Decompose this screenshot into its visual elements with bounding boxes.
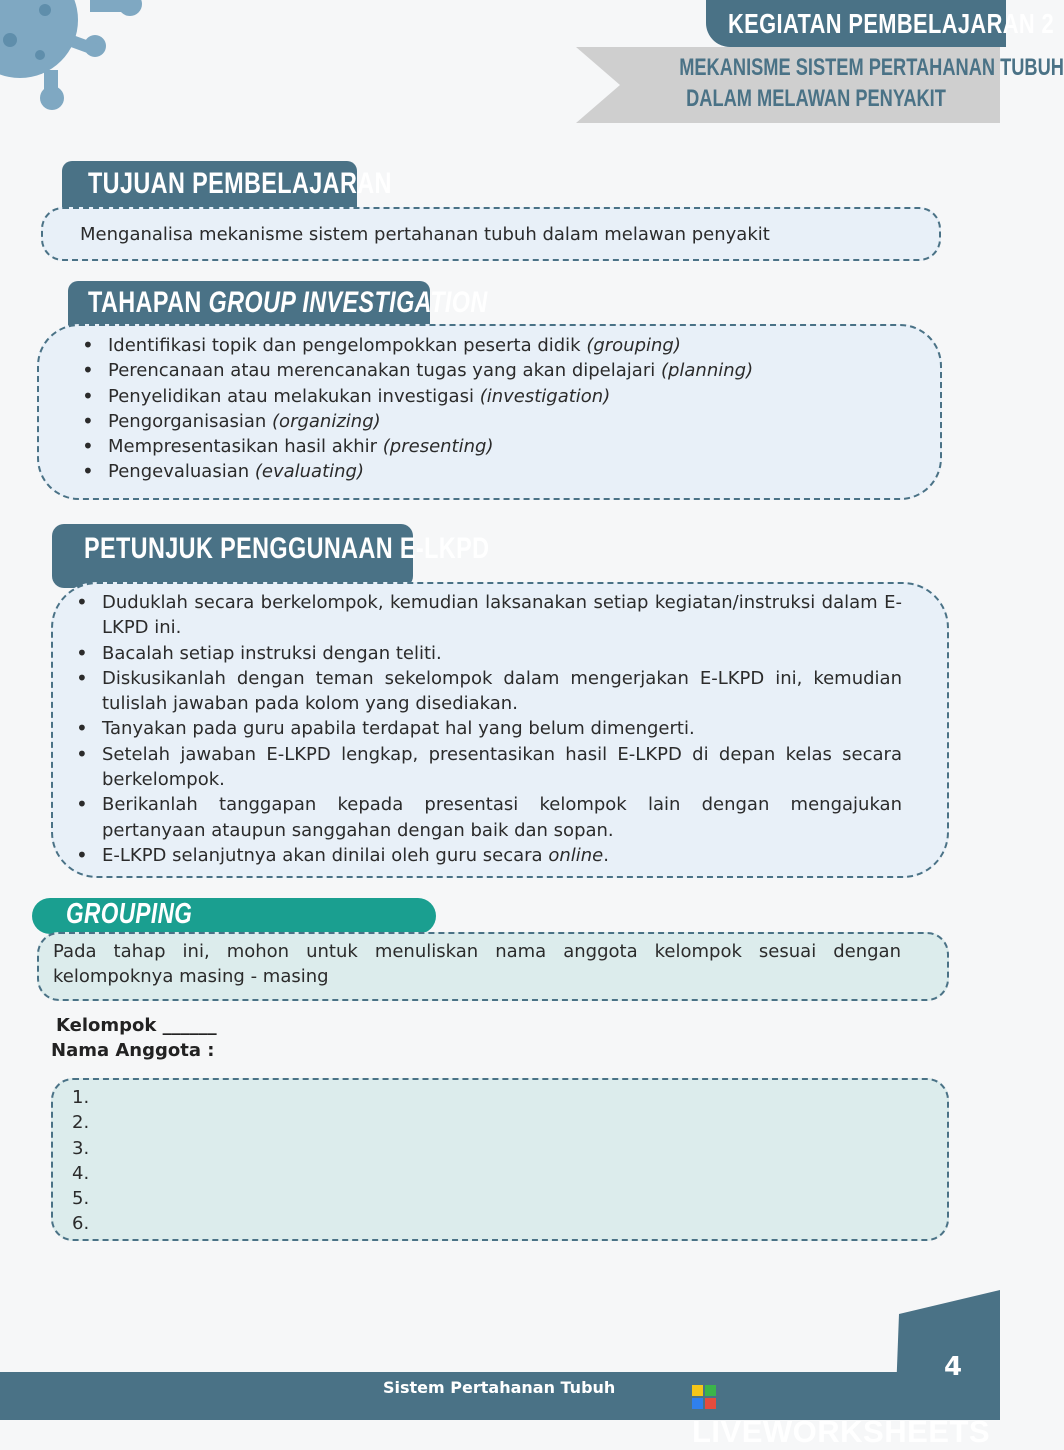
petunjuk-last-end: . <box>603 844 609 866</box>
tahapan-item-term: (presenting) <box>382 436 494 458</box>
anggota-number: 1. <box>72 1087 90 1108</box>
tahapan-item-term: (investigation) <box>479 385 611 407</box>
grouping-tab <box>32 898 436 934</box>
tahapan-title-italic: GROUP INVESTIGATION <box>208 286 488 319</box>
liveworksheets-brand[interactable] <box>692 1378 1000 1450</box>
tahapan-title-plain: TAHAPAN <box>88 286 209 319</box>
grouping-title: GROUPING <box>66 898 193 930</box>
tahapan-box <box>37 324 942 500</box>
tahapan-item-term: (organizing) <box>272 410 381 432</box>
tahapan-item-term: (planning) <box>660 360 754 382</box>
virus-illustration <box>0 0 150 115</box>
tahapan-item-text: Perencanaan atau merencanakan tugas yang akan dipelajari <box>108 360 661 382</box>
tujuan-text: Menganalisa mekanisme sistem pertahanan tubuh dalam melawan penyakit <box>80 224 770 245</box>
tujuan-box <box>41 207 941 261</box>
tahapan-item <box>76 333 753 358</box>
anggota-number: 4. <box>72 1162 90 1184</box>
tahapan-item <box>76 358 753 383</box>
anggota-numbers <box>72 1085 89 1237</box>
kelompok-label: Kelompok ______ <box>56 1015 217 1036</box>
tahapan-item <box>76 434 753 459</box>
liveworksheets-logo-icon <box>692 1385 716 1409</box>
petunjuk-item: • Diskusikanlah dengan teman sekelompok dalam mengerjakan E-LKPD ini, kemudian tulislah jawaban pada kolom yang disediakan. <box>70 666 902 717</box>
petunjuk-last-italic: online <box>548 844 604 866</box>
petunjuk-item: • Setelah jawaban E-LKPD lengkap, presentasikan hasil E-LKPD di depan kelas secara berkelompok. <box>70 742 902 793</box>
page-number: 4 <box>944 1352 963 1382</box>
tahapan-item-term: (evaluating) <box>254 461 364 483</box>
kegiatan-tab <box>706 0 1055 47</box>
grouping-box <box>37 932 949 1001</box>
petunjuk-title: PETUNJUK PENGGUNAAN E-LKPD <box>84 532 490 565</box>
tujuan-tab <box>62 161 392 209</box>
tujuan-title: TUJUAN PEMBELAJARAN <box>88 167 392 200</box>
tahapan-item <box>76 409 753 434</box>
kegiatan-title: KEGIATAN PEMBELAJARAN 2 <box>728 8 1055 39</box>
tahapan-item-text: Penyelidikan atau melakukan investigasi <box>108 385 480 407</box>
liveworksheets-text: LIVEWORKSHEETS <box>692 1414 991 1449</box>
tahapan-item-text: Mempresentasikan hasil akhir <box>108 436 383 458</box>
anggota-number: 5. <box>72 1188 90 1210</box>
grouping-text: Pada tahap ini, mohon untuk menuliskan nama anggota kelompok sesuai dengan kelompoknya masing - masing <box>53 941 901 988</box>
tahapan-item-text: Pengevaluasian <box>108 461 255 483</box>
petunjuk-item-last <box>70 843 902 868</box>
tahapan-list <box>76 333 753 485</box>
petunjuk-box <box>51 582 949 878</box>
anggota-box[interactable] <box>51 1078 949 1241</box>
tahapan-item-text: Identifikasi topik dan pengelompokkan peserta didik <box>108 335 587 356</box>
petunjuk-last-text: E-LKPD selanjutnya akan dinilai oleh guru secara <box>102 844 549 866</box>
petunjuk-list <box>70 590 902 868</box>
petunjuk-item: • Berikanlah tanggapan kepada presentasi kelompok lain dengan mengajukan pertanyaan ataupun sanggahan dengan baik dan sopan. <box>70 792 902 843</box>
petunjuk-item: • Duduklah secara berkelompok, kemudian laksanakan setiap kegiatan/instruksi dalam E-LKPD ini. <box>70 590 902 641</box>
tahapan-item <box>76 459 753 484</box>
petunjuk-item: • Tanyakan pada guru apabila terdapat hal yang belum dimengerti. <box>70 716 902 741</box>
petunjuk-item: • Bacalah setiap instruksi dengan teliti. <box>70 641 902 666</box>
footer-title: Sistem Pertahanan Tubuh <box>383 1378 616 1397</box>
anggota-number: 2. <box>72 1112 90 1134</box>
tahapan-item-term: (grouping) <box>586 335 681 356</box>
tahapan-tab <box>68 281 488 327</box>
subtitle <box>636 52 1064 114</box>
subtitle-line-2: DALAM MELAWAN PENYAKIT <box>686 85 946 112</box>
petunjuk-tab <box>52 524 490 588</box>
tahapan-title <box>88 286 488 320</box>
tahapan-item-text: Pengorganisasian <box>108 410 273 432</box>
anggota-number: 3. <box>72 1137 90 1159</box>
tahapan-item <box>76 384 753 409</box>
subtitle-line-1: MEKANISME SISTEM PERTAHANAN TUBUH <box>679 54 1064 81</box>
nama-anggota-label: Nama Anggota : <box>51 1040 215 1061</box>
anggota-number: 6. <box>72 1213 90 1235</box>
